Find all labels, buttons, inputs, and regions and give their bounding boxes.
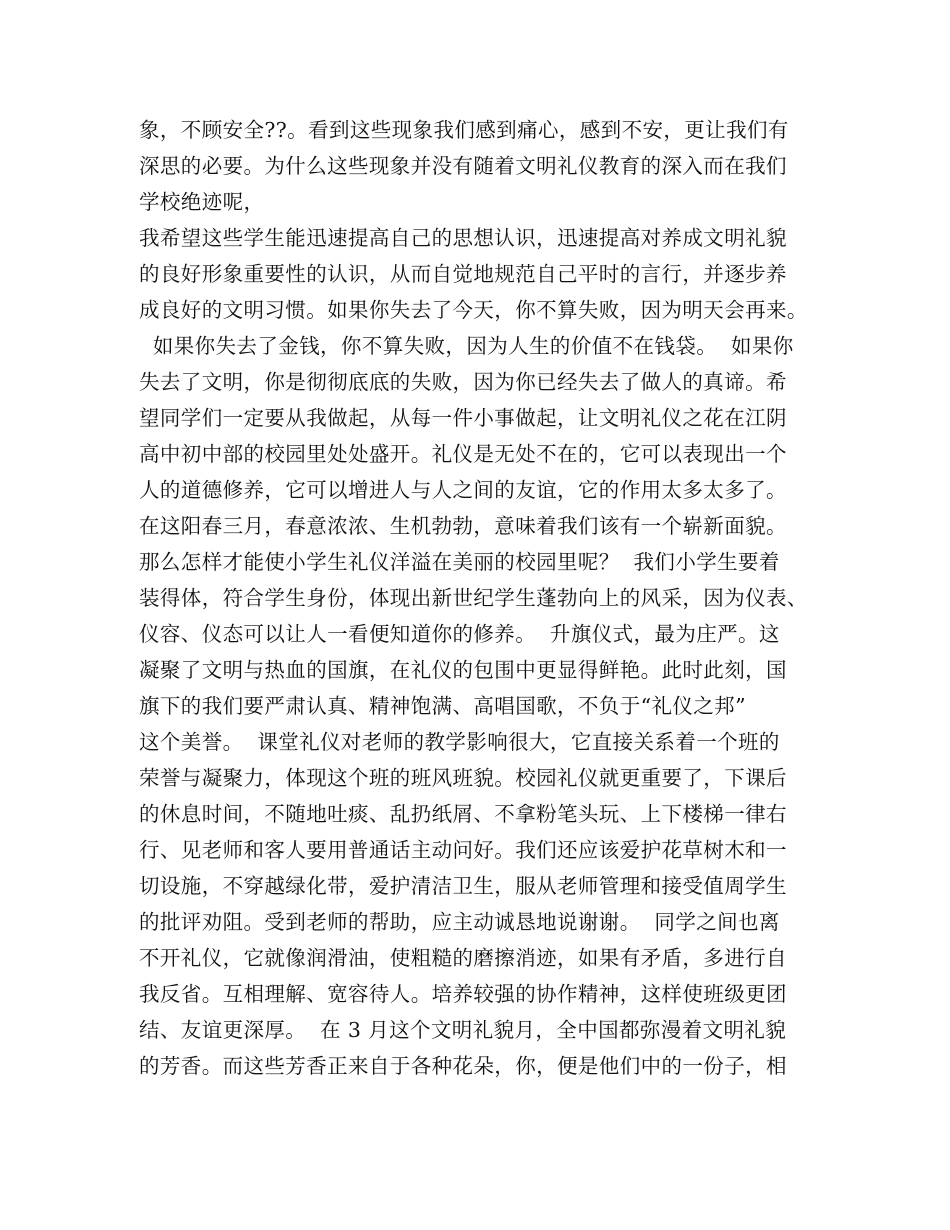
text-line: 行、见老师和客人要用普通话主动问好。我们还应该爱护花草树木和一 (139, 838, 787, 862)
text-line: 我反省。互相理解、宽容待人。培养较强的协作精神，这样使班级更团 (139, 982, 787, 1006)
text-line: 人的道德修养，它可以增进人与人之间的友谊，它的作用太多太多了。 (139, 478, 787, 502)
body-text (139, 112, 839, 1084)
text-line: 我希望这些学生能迅速提高自己的思想认识，迅速提高对养成文明礼貌 (139, 226, 787, 250)
text-line: 荣誉与凝聚力，体现这个班的班风班貌。校园礼仪就更重要了，下课后 (139, 766, 787, 790)
text-line: 的良好形象重要性的认识，从而自觉地规范自己平时的言行，并逐步养 (139, 262, 787, 286)
text-line: 的芳香。而这些芳香正来自于各种花朵，你，便是他们中的一份子，相 (139, 1054, 787, 1078)
text-line: 深思的必要。为什么这些现象并没有随着文明礼仪教育的深入而在我们 (139, 154, 787, 178)
text-line: 这个美誉。 课堂礼仪对老师的教学影响很大，它直接关系着一个班的 (139, 730, 780, 754)
text-line: 的休息时间，不随地吐痰、乱扔纸屑、不拿粉笔头玩、上下楼梯一律右 (139, 802, 787, 826)
text-line: 那么怎样才能使小学生礼仪洋溢在美丽的校园里呢？ 我们小学生要着 (139, 550, 780, 574)
text-line: 切设施，不穿越绿化带，爱护清洁卫生，服从老师管理和接受值周学生 (139, 874, 787, 898)
text-line: 不开礼仪，它就像润滑油，使粗糙的磨擦消迹，如果有矛盾，多进行自 (139, 946, 787, 970)
text-line: 结、友谊更深厚。 在 3 月这个文明礼貌月，全中国都弥漫着文明礼貌 (139, 1018, 787, 1042)
text-line: 的批评劝阻。受到老师的帮助，应主动诚恳地说谢谢。 同学之间也离 (139, 910, 780, 934)
text-line: 如果你失去了金钱，你不算失败，因为人生的价值不在钱袋。 如果你 (139, 334, 794, 358)
text-line: 凝聚了文明与热血的国旗，在礼仪的包围中更显得鲜艳。此时此刻，国 (139, 658, 787, 682)
text-line: 成良好的文明习惯。如果你失去了今天，你不算失败，因为明天会再来。 (139, 298, 808, 322)
text-line: 失去了文明，你是彻彻底底的失败，因为你已经失去了做人的真谛。希 (139, 370, 787, 394)
text-line: 旗下的我们要严肃认真、精神饱满、高唱国歌，不负于“礼仪之邦” (139, 694, 746, 718)
text-line: 装得体，符合学生身份，体现出新世纪学生蓬勃向上的风采，因为仪表、 (139, 586, 808, 610)
text-line: 仪容、仪态可以让人一看便知道你的修养。 升旗仪式，最为庄严。这 (139, 622, 780, 646)
text-line: 在这阳春三月，春意浓浓、生机勃勃，意味着我们该有一个崭新面貌。 (139, 514, 787, 538)
text-line: 学校绝迹呢， (139, 190, 265, 214)
text-line: 望同学们一定要从我做起，从每一件小事做起，让文明礼仪之花在江阴 (139, 406, 787, 430)
text-line: 高中初中部的校园里处处盛开。礼仪是无处不在的，它可以表现出一个 (139, 442, 787, 466)
text-line: 象，不顾安全??。看到这些现象我们感到痛心，感到不安，更让我们有 (139, 118, 789, 142)
